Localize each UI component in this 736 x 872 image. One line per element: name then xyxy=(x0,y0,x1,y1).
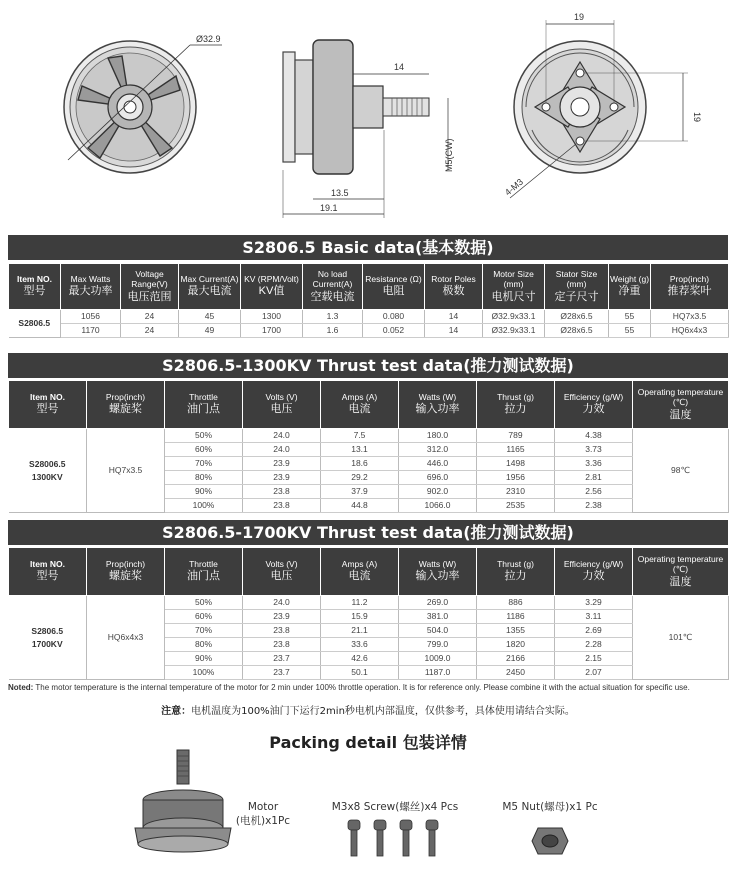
motor-label: Motor (电机)x1Pc xyxy=(235,801,291,827)
thrust-header: Thrust (g) 拉力 xyxy=(477,548,555,596)
cell: 13.1 xyxy=(321,443,399,457)
cell: 504.0 xyxy=(399,624,477,638)
cell: 1066.0 xyxy=(399,499,477,513)
basic-data-table xyxy=(8,263,729,338)
cell: HQ7x3.5 xyxy=(651,310,729,324)
packing-title: Packing detail 包装详情 xyxy=(269,733,467,752)
cell: 1186 xyxy=(477,610,555,624)
cell: HQ6x4x3 xyxy=(651,324,729,338)
cell: 7.5 xyxy=(321,429,399,443)
cell: 2.15 xyxy=(555,652,633,666)
cell: 1187.0 xyxy=(399,666,477,680)
cell: 1498 xyxy=(477,457,555,471)
cell: 23.9 xyxy=(243,610,321,624)
motor-technical-drawings xyxy=(0,0,736,230)
cell: 23.8 xyxy=(243,624,321,638)
basic-header: Voltage Range(V) 电压范围 xyxy=(121,264,179,310)
cell: 312.0 xyxy=(399,443,477,457)
thrust-header: Prop(inch) 螺旋桨 xyxy=(87,548,165,596)
cell: 1300 xyxy=(241,310,303,324)
note-label: 注意： xyxy=(161,706,192,717)
cell: 1165 xyxy=(477,443,555,457)
cell: 886 xyxy=(477,596,555,610)
cell: 381.0 xyxy=(399,610,477,624)
cell: 45 xyxy=(179,310,241,324)
basic-header: Item NO. 型号 xyxy=(9,264,61,310)
cell: 1009.0 xyxy=(399,652,477,666)
cell: 70% xyxy=(165,624,243,638)
thrust-header: Throttle 油门点 xyxy=(165,548,243,596)
cell: 1820 xyxy=(477,638,555,652)
cell: 446.0 xyxy=(399,457,477,471)
table-row xyxy=(9,310,729,324)
screw-holes-label: 4-M3 xyxy=(502,176,526,198)
thrust-header: Item NO. 型号 xyxy=(9,381,87,429)
table-row xyxy=(9,429,729,443)
cell: 2450 xyxy=(477,666,555,680)
thrust-header: Operating temperature (℃) 温度 xyxy=(633,548,729,596)
shaft-length-label: 14 xyxy=(394,62,405,72)
total-length-label: 19.1 xyxy=(320,203,338,213)
cell: 100% xyxy=(165,666,243,680)
basic-data-title: S2806.5 Basic data(基本数据) xyxy=(8,235,728,260)
cell: Ø32.9x33.1 xyxy=(483,324,545,338)
front-view-drawing xyxy=(64,34,222,173)
cell: 1956 xyxy=(477,471,555,485)
cell: Ø28x6.5 xyxy=(545,310,609,324)
basic-header: Max Current(A) 最大电流 xyxy=(179,264,241,310)
thrust-temp-cell: 101℃ xyxy=(633,596,729,680)
thrust-1300kv-title: S2806.5-1300KV Thrust test data(推力测试数据) xyxy=(8,353,728,378)
nut-label: M5 Nut(螺母)x1 Pc xyxy=(502,801,598,813)
thrust-header: Efficiency (g/W) 力效 xyxy=(555,548,633,596)
cell: 50% xyxy=(165,429,243,443)
cell: 1700 xyxy=(241,324,303,338)
basic-header: Resistance (Ω) 电阻 xyxy=(363,264,425,310)
thrust-header: Watts (W) 输入功率 xyxy=(399,381,477,429)
cell: 14 xyxy=(425,310,483,324)
cell: 23.9 xyxy=(243,471,321,485)
cell: 3.29 xyxy=(555,596,633,610)
cell: 23.7 xyxy=(243,652,321,666)
cell: 80% xyxy=(165,638,243,652)
nut-image xyxy=(530,824,570,858)
screws-image xyxy=(342,818,446,860)
thrust-prop-cell: HQ7x3.5 xyxy=(87,429,165,513)
basic-item-cell: S2806.5 xyxy=(9,310,61,338)
cell: 1355 xyxy=(477,624,555,638)
cell: 23.9 xyxy=(243,457,321,471)
english-note xyxy=(8,683,690,692)
cell: 789 xyxy=(477,429,555,443)
thrust-header: Throttle 油门点 xyxy=(165,381,243,429)
mount-height-label: 19 xyxy=(692,112,702,123)
cell: 11.2 xyxy=(321,596,399,610)
cell: 37.9 xyxy=(321,485,399,499)
thrust-temp-cell: 98℃ xyxy=(633,429,729,513)
cell: 1.3 xyxy=(303,310,363,324)
cell: 50.1 xyxy=(321,666,399,680)
cell: 24 xyxy=(121,310,179,324)
cell: 4.38 xyxy=(555,429,633,443)
cell: 23.8 xyxy=(243,638,321,652)
cell: 1170 xyxy=(61,324,121,338)
basic-header: Rotor Poles 极数 xyxy=(425,264,483,310)
cell: 2.38 xyxy=(555,499,633,513)
cell: 14 xyxy=(425,324,483,338)
cell: 60% xyxy=(165,443,243,457)
cell: 24 xyxy=(121,324,179,338)
cell: 50% xyxy=(165,596,243,610)
note-text: 电机温度为100%油门下运行2min秒电机内部温度，仅供参考，具体使用请结合实际。 xyxy=(191,706,575,717)
cell: 269.0 xyxy=(399,596,477,610)
cell: 55 xyxy=(609,310,651,324)
cell: 1056 xyxy=(61,310,121,324)
thrust-header: Efficiency (g/W) 力效 xyxy=(555,381,633,429)
cell: 90% xyxy=(165,652,243,666)
cell: 1.6 xyxy=(303,324,363,338)
mount-width-label: 19 xyxy=(574,12,585,22)
thrust-header-row xyxy=(9,548,729,596)
cell: 2535 xyxy=(477,499,555,513)
basic-header-row xyxy=(9,264,729,310)
thrust-item-cell: S2806.5 1700KV xyxy=(9,596,87,680)
cell: 2166 xyxy=(477,652,555,666)
cell: 55 xyxy=(609,324,651,338)
chinese-note xyxy=(0,702,736,717)
front-diameter-label: Ø32.9 xyxy=(196,34,221,44)
cell: 0.080 xyxy=(363,310,425,324)
cell: 49 xyxy=(179,324,241,338)
table-row xyxy=(9,596,729,610)
thrust-1700kv-table xyxy=(8,547,729,680)
thrust-header: Volts (V) 电压 xyxy=(243,548,321,596)
cell: 2.28 xyxy=(555,638,633,652)
thrust-header: Amps (A) 电流 xyxy=(321,548,399,596)
cell: 24.0 xyxy=(243,429,321,443)
note-text: The motor temperature is the internal temperature of the motor for 2 min under 100% throttle operation. It is for reference only. Please combine it with the actual situation for specific use. xyxy=(35,683,690,692)
cell: 180.0 xyxy=(399,429,477,443)
body-length-label: 13.5 xyxy=(331,188,349,198)
screw-label: M3x8 Screw(螺丝)x4 Pcs xyxy=(331,801,459,813)
cell: 0.052 xyxy=(363,324,425,338)
thrust-prop-cell: HQ6x4x3 xyxy=(87,596,165,680)
cell: 2.56 xyxy=(555,485,633,499)
thrust-header: Volts (V) 电压 xyxy=(243,381,321,429)
cell: 21.1 xyxy=(321,624,399,638)
cell: 44.8 xyxy=(321,499,399,513)
cell: 3.36 xyxy=(555,457,633,471)
cell: 90% xyxy=(165,485,243,499)
cell: 29.2 xyxy=(321,471,399,485)
cell: 696.0 xyxy=(399,471,477,485)
basic-header: Motor Size (mm) 电机尺寸 xyxy=(483,264,545,310)
cell: 24.0 xyxy=(243,443,321,457)
cell: 902.0 xyxy=(399,485,477,499)
thrust-header: Thrust (g) 拉力 xyxy=(477,381,555,429)
thrust-header: Item NO. 型号 xyxy=(9,548,87,596)
basic-header: Stator Size (mm) 定子尺寸 xyxy=(545,264,609,310)
cell: 18.6 xyxy=(321,457,399,471)
thrust-header-row xyxy=(9,381,729,429)
table-row xyxy=(9,324,729,338)
cell: 3.11 xyxy=(555,610,633,624)
cell: 2.07 xyxy=(555,666,633,680)
note-label: Noted: xyxy=(8,683,34,692)
cell: 24.0 xyxy=(243,596,321,610)
cell: 42.6 xyxy=(321,652,399,666)
basic-header: KV (RPM/Volt) KV值 xyxy=(241,264,303,310)
thread-label: M5(CW) xyxy=(444,138,454,172)
basic-header: Prop(inch) 推荐桨叶 xyxy=(651,264,729,310)
thrust-1700kv-title: S2806.5-1700KV Thrust test data(推力测试数据) xyxy=(8,520,728,545)
thrust-header: Prop(inch) 螺旋桨 xyxy=(87,381,165,429)
basic-header: No load Current(A) 空载电流 xyxy=(303,264,363,310)
cell: 2310 xyxy=(477,485,555,499)
cell: Ø32.9x33.1 xyxy=(483,310,545,324)
thrust-item-cell: S28006.5 1300KV xyxy=(9,429,87,513)
cell: 23.8 xyxy=(243,485,321,499)
rear-view-drawing xyxy=(503,12,702,198)
cell: 799.0 xyxy=(399,638,477,652)
cell: 100% xyxy=(165,499,243,513)
thrust-header: Amps (A) 电流 xyxy=(321,381,399,429)
cell: 15.9 xyxy=(321,610,399,624)
cell: 80% xyxy=(165,471,243,485)
cell: 33.6 xyxy=(321,638,399,652)
thrust-header: Operating temperature (℃) 温度 xyxy=(633,381,729,429)
cell: 70% xyxy=(165,457,243,471)
basic-header: Weight (g) 净重 xyxy=(609,264,651,310)
thrust-1300kv-table xyxy=(8,380,729,513)
cell: 60% xyxy=(165,610,243,624)
side-view-drawing xyxy=(283,40,454,218)
cell: 23.8 xyxy=(243,499,321,513)
thrust-header: Watts (W) 输入功率 xyxy=(399,548,477,596)
cell: Ø28x6.5 xyxy=(545,324,609,338)
cell: 2.69 xyxy=(555,624,633,638)
cell: 23.7 xyxy=(243,666,321,680)
basic-header: Max Watts 最大功率 xyxy=(61,264,121,310)
cell: 3.73 xyxy=(555,443,633,457)
cell: 2.81 xyxy=(555,471,633,485)
